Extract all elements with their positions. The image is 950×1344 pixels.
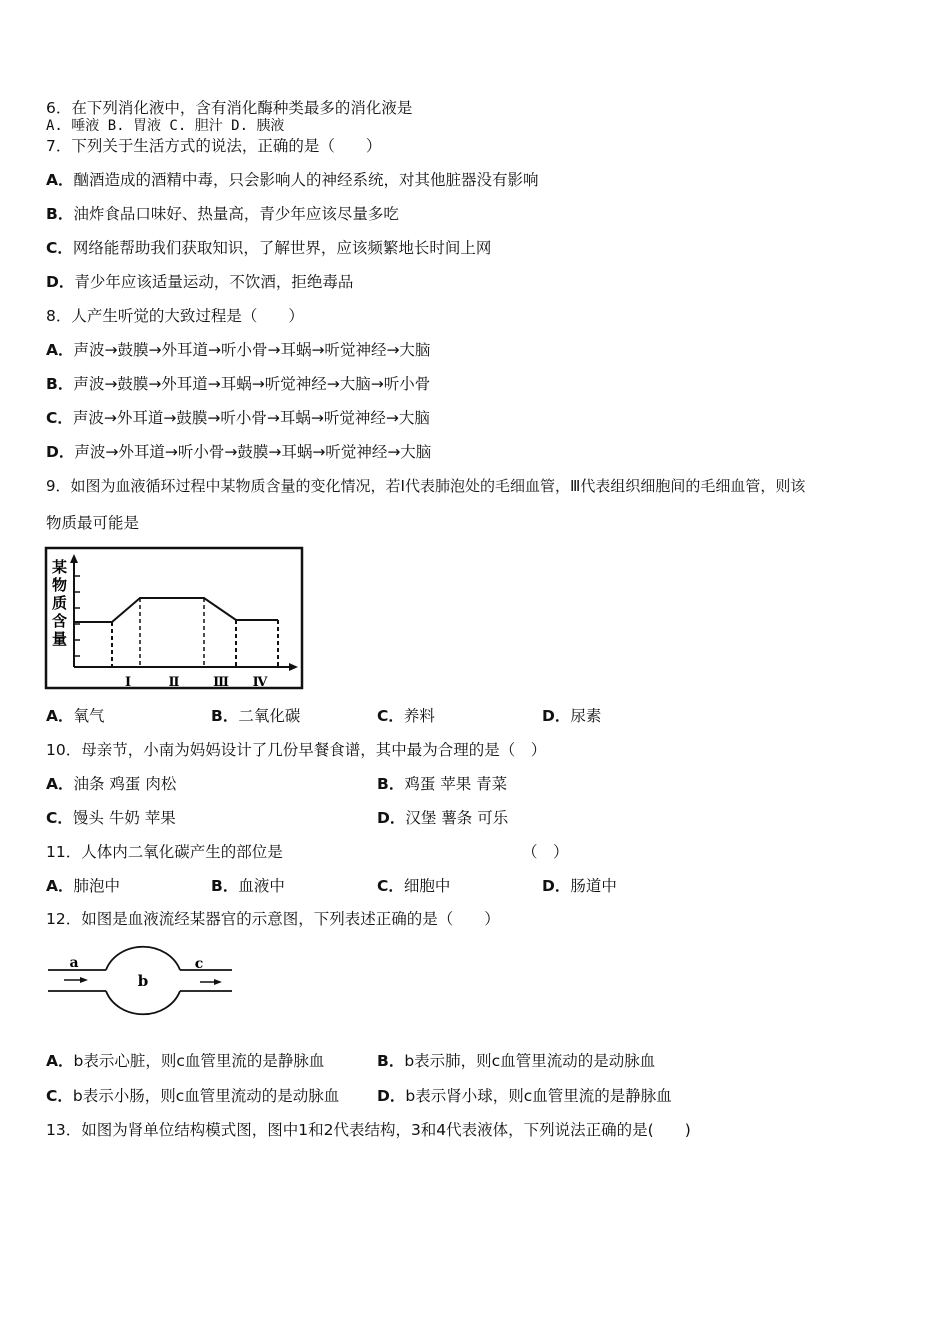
option-letter: C． xyxy=(377,877,404,895)
option-text: 细胞中 xyxy=(403,877,451,895)
q7-stem: 7．下列关于生活方式的说法，正确的是（ ） xyxy=(46,137,382,155)
q6-options: A. 唾液 B. 胃液 C. 胆汁 D. 胰液 xyxy=(46,118,285,134)
q9-option-b xyxy=(211,706,300,726)
x-axis-arrow xyxy=(289,663,298,671)
option-text: 二氧化碳 xyxy=(238,707,301,725)
q12-figure xyxy=(44,940,238,1020)
option-text: 声波→鼓膜→外耳道→听小骨→耳蜗→听觉神经→大脑 xyxy=(73,341,431,359)
y-label-char: 某 xyxy=(52,558,68,576)
q9-option-a xyxy=(46,706,105,726)
q10-option-d xyxy=(377,808,508,828)
q11-option-a xyxy=(46,876,120,896)
option-text: 肺泡中 xyxy=(73,877,121,895)
option-letter: A． xyxy=(46,775,74,793)
option-text: 汉堡 薯条 可乐 xyxy=(405,809,509,827)
option-letter: C． xyxy=(46,809,73,827)
q9-option-d xyxy=(542,706,601,726)
option-text: b表示肾小球，则c血管里流的是静脉血 xyxy=(405,1087,672,1105)
q8-option-a xyxy=(46,340,430,360)
label-a: a xyxy=(69,955,79,971)
flow-arrowhead xyxy=(80,977,88,983)
q8-option-c xyxy=(46,408,430,428)
y-label-char: 物 xyxy=(52,576,68,594)
option-letter: D． xyxy=(542,877,571,895)
q11-option-d xyxy=(542,876,617,896)
option-text: 养料 xyxy=(403,707,435,725)
option-letter: C． xyxy=(46,239,73,257)
q10-option-b xyxy=(377,774,507,794)
option-letter: D． xyxy=(46,443,75,461)
option-letter: B． xyxy=(211,877,239,895)
y-label-char: 含 xyxy=(52,612,68,630)
q9-stem-line2: 物质最可能是 xyxy=(46,514,140,532)
option-letter: A． xyxy=(46,707,74,725)
option-text: 肠道中 xyxy=(570,877,617,895)
option-letter: C． xyxy=(46,409,73,427)
q6-stem: 6．在下列消化液中，含有消化酶种类最多的消化液是 xyxy=(46,99,413,117)
option-text: 声波→鼓膜→外耳道→耳蜗→听觉神经→大脑→听小骨 xyxy=(73,375,431,393)
q10-option-c xyxy=(46,808,176,828)
q7-option-a xyxy=(46,170,539,190)
q10-stem: 10．母亲节，小南为妈妈设计了几份早餐食谱，其中最为合理的是（ ） xyxy=(46,741,547,759)
q9-stem-line1: 9．如图为血液循环过程中某物质含量的变化情况，若Ⅰ代表肺泡处的毛细血管，Ⅲ代表组织细胞间的毛细血管，则该 xyxy=(46,477,806,495)
content-curve xyxy=(74,598,278,622)
q11-stem: 11．人体内二氧化碳产生的部位是 xyxy=(46,843,283,861)
q9-figure xyxy=(44,546,306,694)
option-letter: A． xyxy=(46,171,74,189)
option-text: 尿素 xyxy=(570,707,602,725)
q7-option-d xyxy=(46,272,353,292)
option-text: 青少年应该适量运动，不饮酒，拒绝毒品 xyxy=(74,273,354,291)
q13-stem: 13．如图为肾单位结构模式图，图中1和2代表结构，3和4代表液体，下列说法正确的是( ) xyxy=(46,1121,691,1139)
option-text: 氧气 xyxy=(73,707,105,725)
option-letter: A． xyxy=(46,1052,74,1070)
option-letter: B． xyxy=(211,707,239,725)
option-text: 血液中 xyxy=(238,877,285,895)
option-letter: B． xyxy=(46,205,74,223)
option-text: 油条 鸡蛋 肉松 xyxy=(73,775,177,793)
option-text: 油炸食品口味好、热量高，青少年应该尽量多吃 xyxy=(73,205,399,223)
q8-option-b xyxy=(46,374,430,394)
option-letter: A． xyxy=(46,877,74,895)
q9-option-c xyxy=(377,706,435,726)
option-text: 馒头 牛奶 苹果 xyxy=(72,809,176,827)
q8-stem: 8．人产生听觉的大致过程是（ ） xyxy=(46,307,304,325)
option-letter: B． xyxy=(46,375,74,393)
option-text: b表示心脏，则c血管里流的是静脉血 xyxy=(73,1052,325,1070)
option-letter: B． xyxy=(377,775,405,793)
q12-option-b xyxy=(377,1051,655,1071)
option-letter: D． xyxy=(542,707,571,725)
q11-option-c xyxy=(377,876,450,896)
option-text: 声波→外耳道→鼓膜→听小骨→耳蜗→听觉神经→大脑 xyxy=(72,409,430,427)
q11-answer-blank: （ ） xyxy=(522,843,569,861)
q12-option-a xyxy=(46,1051,324,1071)
y-label-char: 质 xyxy=(52,594,68,612)
y-axis-arrow xyxy=(70,554,78,563)
flow-arrowhead xyxy=(214,979,222,985)
option-text: b表示肺，则c血管里流动的是动脉血 xyxy=(404,1052,656,1070)
x-label-1: Ⅰ xyxy=(124,675,132,690)
label-b: b xyxy=(137,972,149,990)
option-letter: B． xyxy=(377,1052,405,1070)
option-text: b表示小肠，则c血管里流动的是动脉血 xyxy=(72,1087,340,1105)
option-text: 网络能帮助我们获取知识，了解世界，应该频繁地长时间上网 xyxy=(72,239,492,257)
option-letter: D． xyxy=(377,1087,406,1105)
option-text: 鸡蛋 苹果 青菜 xyxy=(404,775,508,793)
option-letter: C． xyxy=(377,707,404,725)
q8-option-d xyxy=(46,442,431,462)
label-c: c xyxy=(194,956,204,972)
q11-option-b xyxy=(211,876,285,896)
x-label-3: Ⅲ xyxy=(213,675,229,690)
option-letter: D． xyxy=(46,273,75,291)
x-label-2: Ⅱ xyxy=(168,675,180,690)
q12-stem: 12．如图是血液流经某器官的示意图，下列表述正确的是（ ） xyxy=(46,910,500,928)
option-letter: D． xyxy=(377,809,406,827)
y-label-char: 量 xyxy=(52,630,68,648)
q10-option-a xyxy=(46,774,176,794)
q7-option-b xyxy=(46,204,399,224)
option-text: 声波→外耳道→听小骨→鼓膜→耳蜗→听觉神经→大脑 xyxy=(74,443,432,461)
option-text: 酗酒造成的酒精中毒，只会影响人的神经系统，对其他脏器没有影响 xyxy=(73,171,539,189)
option-letter: A． xyxy=(46,341,74,359)
q12-option-d xyxy=(377,1086,672,1106)
q12-option-c xyxy=(46,1086,339,1106)
option-letter: C． xyxy=(46,1087,73,1105)
q7-option-c xyxy=(46,238,491,258)
x-label-4: Ⅳ xyxy=(252,675,268,690)
